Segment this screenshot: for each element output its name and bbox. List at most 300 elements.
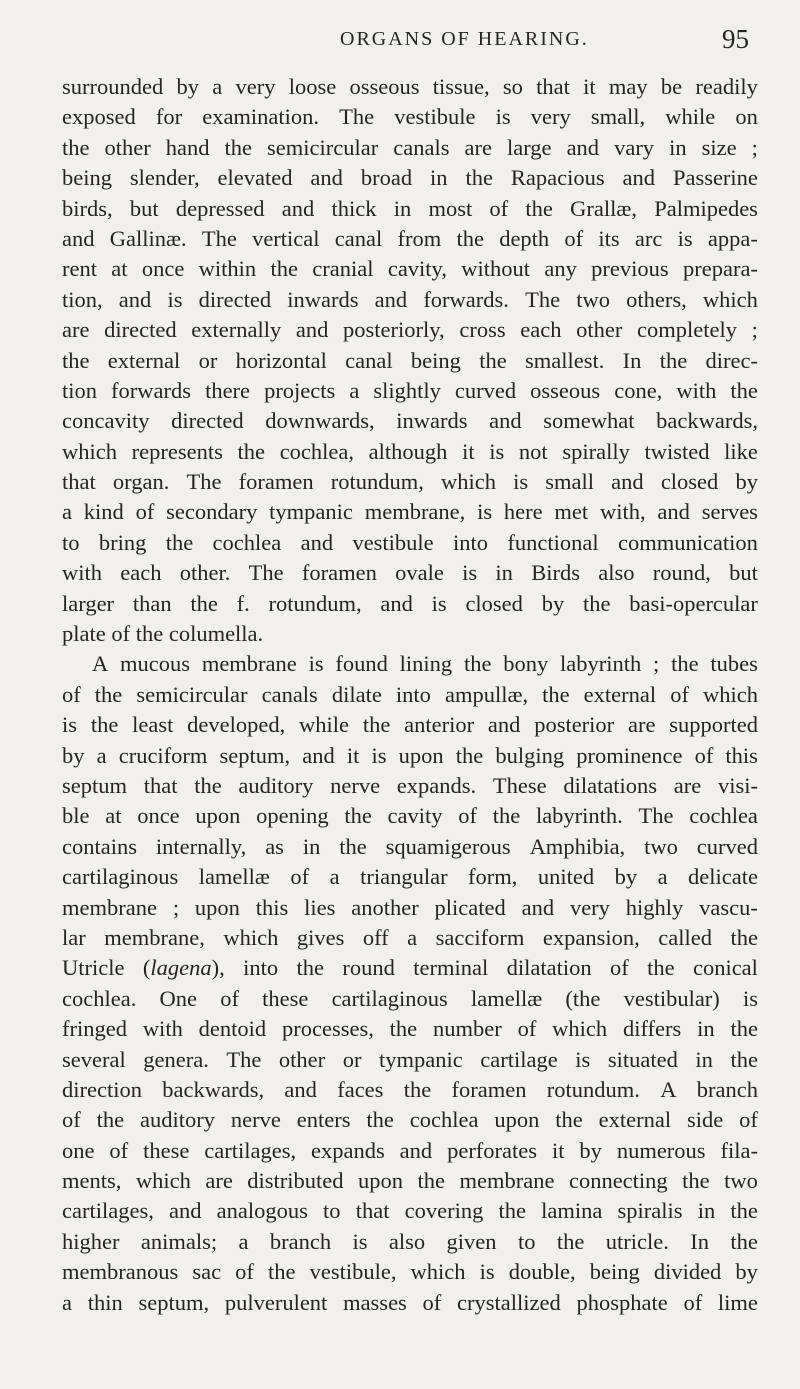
word: very	[530, 104, 571, 130]
word: not	[518, 438, 548, 464]
word: cavity	[387, 803, 443, 829]
word: The	[226, 1046, 262, 1072]
word: external	[598, 1107, 672, 1133]
word: the	[556, 1228, 585, 1254]
word: a	[329, 864, 340, 890]
word: f.	[236, 590, 250, 616]
word: by	[579, 1137, 602, 1163]
word: Gallinæ.	[109, 225, 187, 251]
word: with	[62, 560, 103, 586]
word: backwards,	[656, 408, 758, 434]
text-line	[62, 1227, 758, 1257]
word: depressed	[175, 195, 265, 221]
word: others,	[626, 286, 687, 312]
word: vertical	[252, 225, 320, 251]
word: to	[323, 1198, 341, 1224]
word: downwards,	[265, 408, 375, 434]
word: the	[730, 924, 758, 950]
word: by	[176, 74, 199, 99]
word: In	[622, 347, 642, 373]
word: expands.	[396, 772, 477, 798]
word: a	[62, 1289, 72, 1315]
word: while	[299, 712, 350, 738]
word: once	[137, 803, 180, 829]
word: and	[295, 317, 329, 343]
word: large	[506, 134, 552, 160]
word: connecting	[568, 1168, 668, 1194]
word: the	[62, 347, 90, 373]
word: osseous	[530, 377, 601, 403]
word: a	[657, 864, 668, 890]
word: ;	[653, 651, 660, 677]
word: foramen	[238, 469, 314, 495]
word: and	[302, 742, 335, 768]
word: mucous	[120, 651, 191, 677]
word: of	[235, 1259, 254, 1285]
word: is	[431, 590, 447, 616]
word: foramen	[451, 1076, 527, 1102]
word: upon	[398, 742, 444, 768]
word: membrane	[62, 894, 157, 920]
word: septum,	[219, 742, 291, 768]
word: the	[730, 1228, 758, 1254]
word: in	[430, 165, 448, 191]
word: terminal	[413, 955, 489, 981]
word: lamellæ	[470, 985, 543, 1011]
word: which	[702, 286, 758, 312]
word: here	[503, 499, 543, 525]
text-line: plate of the columella.	[62, 621, 264, 647]
word: of	[290, 864, 310, 890]
text-line	[62, 224, 758, 254]
text-line	[62, 437, 758, 467]
word: cochlea	[212, 529, 282, 555]
word: which	[702, 681, 758, 707]
body-text	[62, 72, 758, 1318]
text-line	[62, 801, 758, 831]
text-line	[62, 497, 758, 527]
word: cross	[459, 317, 506, 343]
word: differs	[622, 1016, 682, 1042]
word: and	[380, 590, 413, 616]
word: semicircular	[136, 681, 248, 707]
word: A	[660, 1076, 677, 1102]
word: the	[165, 529, 194, 555]
word: round,	[652, 560, 711, 586]
word: be	[660, 74, 683, 99]
word: is	[479, 1259, 495, 1285]
word: labyrinth.	[535, 803, 623, 829]
word: in	[393, 195, 412, 221]
word: once	[141, 256, 185, 282]
word: and	[300, 529, 334, 555]
word: given	[446, 1228, 497, 1254]
word: elevated	[217, 165, 293, 191]
word: enters	[296, 1107, 351, 1133]
word: distributed	[247, 1168, 344, 1194]
word: One	[159, 985, 198, 1011]
word: thick	[331, 195, 377, 221]
word: tubes	[710, 651, 758, 677]
word: nerve	[330, 772, 381, 798]
word: into	[453, 529, 489, 555]
word: the	[555, 1107, 583, 1133]
word: to	[62, 529, 80, 555]
word: the	[366, 1107, 394, 1133]
word: ble	[62, 803, 90, 829]
word: and	[566, 134, 600, 160]
word: off	[362, 924, 389, 950]
word: concavity	[62, 408, 150, 434]
word: is	[742, 985, 758, 1011]
word: it	[551, 1137, 565, 1163]
word: form,	[468, 864, 518, 890]
word: tissue,	[432, 74, 490, 99]
word: any	[544, 256, 577, 282]
word: there	[205, 377, 251, 403]
word: are	[464, 134, 492, 160]
word: the	[389, 1016, 418, 1042]
word: septum	[62, 772, 127, 798]
word: gives	[296, 924, 345, 950]
word: the	[362, 712, 391, 738]
word: and	[657, 499, 690, 525]
word: spirally	[562, 438, 630, 464]
word: is	[489, 438, 505, 464]
word: The	[201, 225, 237, 251]
word: the	[94, 681, 123, 707]
word: the	[525, 195, 553, 221]
word: on	[735, 104, 758, 130]
word: The	[638, 803, 674, 829]
word: by	[62, 742, 85, 768]
word: that	[62, 469, 96, 495]
word: of	[739, 1107, 758, 1133]
word: other	[104, 134, 151, 160]
word: the	[730, 377, 758, 403]
word: dilatations	[563, 772, 658, 798]
word: and	[489, 408, 522, 434]
text-line	[62, 163, 758, 193]
word: in	[695, 1046, 713, 1072]
word: sac	[192, 1259, 222, 1285]
word: cochlea,	[279, 438, 355, 464]
word: slightly	[373, 377, 441, 403]
word: ;	[172, 894, 180, 920]
word: secondary	[166, 499, 258, 525]
word: upon	[194, 894, 240, 920]
word: vascu-	[699, 894, 758, 920]
word: cartilage	[480, 1046, 558, 1072]
word: dentoid	[198, 1016, 267, 1042]
word: fila-	[720, 1137, 758, 1163]
word: external	[107, 347, 181, 373]
word: and	[611, 469, 644, 495]
word: is	[513, 469, 529, 495]
word: of	[517, 1016, 537, 1042]
word: crystallized	[457, 1289, 561, 1315]
word: Birds	[531, 560, 580, 586]
word: lies	[304, 894, 336, 920]
word: animals;	[140, 1228, 218, 1254]
word: cochlea	[409, 1107, 479, 1133]
word: these	[262, 985, 309, 1011]
text-line	[62, 771, 758, 801]
word: Passerine	[672, 165, 758, 191]
word: of	[564, 225, 584, 251]
text-line	[62, 1136, 758, 1166]
word: genera.	[143, 1046, 209, 1072]
word: of	[489, 195, 509, 221]
word: being	[62, 165, 112, 191]
word: and	[310, 165, 343, 191]
word: directed	[104, 317, 177, 343]
text-line	[62, 589, 758, 619]
word: contains	[62, 833, 137, 859]
word: The	[339, 104, 375, 130]
word: prepara-	[682, 256, 758, 282]
word: are	[673, 772, 702, 798]
text-line	[62, 1166, 758, 1196]
word: lime	[717, 1289, 758, 1315]
word: functional	[507, 529, 599, 555]
word: the	[403, 1076, 432, 1102]
word: upon	[494, 1107, 540, 1133]
word: the	[730, 1046, 758, 1072]
word: lining	[399, 651, 453, 677]
word: directed	[171, 408, 244, 434]
word: cone,	[614, 377, 663, 403]
word: two	[644, 833, 678, 859]
word: and	[374, 286, 408, 312]
word: met	[554, 499, 589, 525]
word: is	[575, 1046, 591, 1072]
text-line	[62, 102, 758, 132]
word: bulging	[495, 742, 565, 768]
text-line	[62, 680, 758, 710]
word: closed	[660, 469, 719, 495]
word: numerous	[616, 1137, 706, 1163]
word: higher	[62, 1228, 120, 1254]
word: surrounded	[62, 74, 164, 99]
word: upon	[195, 803, 241, 829]
word: branch	[696, 1076, 758, 1102]
word: the	[339, 833, 367, 859]
word: ;	[751, 317, 758, 343]
word: vestibule	[394, 104, 476, 130]
word: represents	[131, 438, 223, 464]
word: arc	[634, 225, 663, 251]
word: canal	[345, 347, 393, 373]
word: is	[167, 286, 183, 312]
word: faces	[337, 1076, 384, 1102]
word: larger	[62, 590, 115, 616]
running-title: ORGANS OF HEARING.	[340, 28, 589, 50]
word: of	[62, 681, 81, 707]
word: basi-opercular	[629, 590, 758, 616]
word: this	[725, 742, 758, 768]
word: These	[492, 772, 547, 798]
word: the	[90, 712, 119, 738]
word: called	[658, 924, 712, 950]
word: of	[670, 681, 689, 707]
word: membrane	[459, 1168, 555, 1194]
word: into	[395, 681, 431, 707]
word: hand	[165, 134, 210, 160]
word: horizontal	[235, 347, 327, 373]
word: the	[730, 1198, 758, 1224]
word: twisted	[644, 438, 710, 464]
word: and	[399, 1137, 433, 1163]
word: very	[569, 894, 610, 920]
word: projects	[264, 377, 336, 403]
word: membranous	[62, 1259, 179, 1285]
text-line	[62, 1257, 758, 1287]
word: the	[237, 438, 266, 464]
word: with	[142, 1016, 183, 1042]
word: other	[278, 1046, 326, 1072]
word: cartilages,	[62, 1198, 154, 1224]
text-line	[62, 133, 758, 163]
word: cranial	[312, 256, 374, 282]
word: kind	[83, 499, 124, 525]
word: externally	[191, 317, 282, 343]
word: external	[583, 681, 657, 707]
word: in	[669, 134, 687, 160]
word: expansion,	[542, 924, 640, 950]
word: the	[730, 1016, 758, 1042]
word: curved	[696, 833, 758, 859]
word: side	[687, 1107, 724, 1133]
word: vestibular)	[623, 985, 720, 1011]
word: tion,	[62, 286, 103, 312]
word: somewhat	[543, 408, 635, 434]
word: the	[479, 347, 507, 373]
text-line	[62, 1014, 758, 1044]
word: are	[627, 712, 656, 738]
text-line	[62, 72, 758, 102]
word: vestibule,	[309, 1259, 397, 1285]
word: lamellæ	[198, 864, 270, 890]
word: opening	[256, 803, 329, 829]
word: cochlea	[689, 803, 758, 829]
word: expands	[311, 1137, 385, 1163]
word: by	[735, 469, 758, 495]
word: other.	[179, 560, 231, 586]
word: perforates	[447, 1137, 538, 1163]
word: number	[433, 1016, 502, 1042]
word: the	[224, 134, 253, 160]
word: membrane,	[364, 499, 466, 525]
word: loose	[288, 74, 337, 99]
word: slender,	[129, 165, 200, 191]
word: which	[440, 469, 496, 495]
word: a	[407, 924, 418, 950]
word: cochlea.	[62, 985, 137, 1011]
word: but	[729, 560, 758, 586]
word: the	[498, 1198, 526, 1224]
word: in	[697, 1016, 715, 1042]
word: ovale	[395, 560, 444, 586]
word: branch	[269, 1228, 332, 1254]
word: of	[458, 803, 477, 829]
word: canals	[393, 134, 450, 160]
word: appa-	[707, 225, 758, 251]
word: of	[609, 955, 629, 981]
word: dilate	[331, 681, 382, 707]
word: divided	[653, 1259, 722, 1285]
word: semicircular	[267, 134, 379, 160]
word: triangular	[360, 864, 448, 890]
text-line	[62, 862, 758, 892]
word: the	[194, 772, 222, 798]
word: the	[463, 651, 492, 677]
word: the	[190, 590, 218, 616]
word: of	[694, 742, 714, 768]
word: round	[342, 955, 395, 981]
word: or	[342, 1046, 362, 1072]
word: visi-	[717, 772, 758, 798]
word: as	[265, 833, 284, 859]
word: inwards	[396, 408, 468, 434]
word: a	[62, 499, 72, 525]
word: auditory	[238, 772, 314, 798]
word: the	[659, 347, 688, 373]
word: this	[255, 894, 289, 920]
word: of	[135, 499, 155, 525]
word: tympanic	[269, 499, 353, 525]
word: in	[302, 833, 321, 859]
word: by	[735, 1259, 758, 1285]
word: and	[622, 165, 656, 191]
word: cruciform	[118, 742, 208, 768]
word: these	[143, 1137, 190, 1163]
word: found	[335, 651, 388, 677]
text-line	[62, 953, 758, 983]
word: with	[676, 377, 717, 403]
word: bring	[98, 529, 147, 555]
word: of	[109, 1137, 129, 1163]
word: each	[120, 560, 162, 586]
word: is	[371, 742, 387, 768]
word: of	[220, 985, 239, 1011]
word: but	[129, 195, 159, 221]
word: pulverulent	[224, 1289, 328, 1315]
word: within	[198, 256, 257, 282]
word: tympanic	[379, 1046, 463, 1072]
word: depth	[499, 225, 550, 251]
word: forwards	[111, 377, 192, 403]
text-line	[62, 254, 758, 284]
word: birds,	[62, 195, 113, 221]
word: the	[682, 1168, 710, 1194]
word: united	[537, 864, 595, 890]
text-line	[62, 1105, 758, 1135]
word: is	[62, 712, 78, 738]
word: the	[296, 955, 324, 981]
word: in	[495, 560, 513, 586]
word: bony	[503, 651, 549, 677]
word: the	[417, 1168, 446, 1194]
word: two	[576, 286, 610, 312]
word: by	[541, 590, 565, 616]
word: anterior	[404, 712, 475, 738]
word: Utricle	[62, 955, 125, 981]
word: smallest.	[525, 347, 605, 373]
word: membrane,	[104, 924, 205, 950]
page-header	[0, 24, 800, 58]
word: at	[105, 803, 122, 829]
